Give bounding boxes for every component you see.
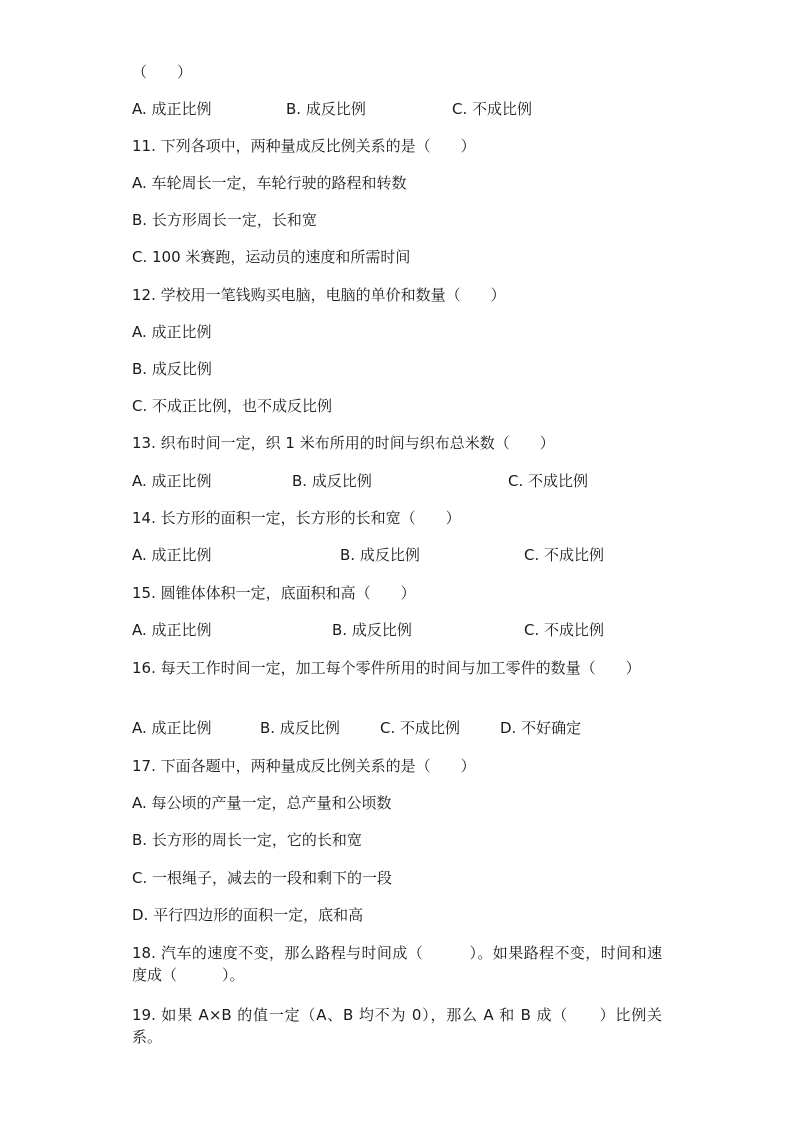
q14-stem: 14. 长方形的面积一定，长方形的长和宽（ ） [132, 509, 461, 527]
q14-option-b[interactable]: B. 成反比例 [340, 546, 420, 564]
q17-option-d[interactable]: D. 平行四边形的面积一定，底和高 [132, 906, 364, 924]
q17-stem: 17. 下面各题中，两种量成反比例关系的是（ ） [132, 757, 476, 775]
q12-option-c[interactable]: C. 不成正比例，也不成反比例 [132, 397, 333, 415]
q12-option-a[interactable]: A. 成正比例 [132, 323, 212, 341]
q15-option-a[interactable]: A. 成正比例 [132, 621, 212, 639]
q18-stem: 18. 汽车的速度不变，那么路程与时间成（ ）。如果路程不变，时间和速度成（ ）。 [132, 944, 662, 984]
q19-stem: 19. 如果 A×B 的值一定（A、B 均不为 0），那么 A 和 B 成（ ）比例关系。 [132, 1006, 662, 1046]
q12-option-b[interactable]: B. 成反比例 [132, 360, 212, 378]
q10-option-a[interactable]: A. 成正比例 [132, 100, 212, 118]
q11-option-a[interactable]: A. 车轮周长一定，车轮行驶的路程和转数 [132, 174, 407, 192]
q17-option-c[interactable]: C. 一根绳子，减去的一段和剩下的一段 [132, 869, 393, 887]
q17-option-b[interactable]: B. 长方形的周长一定，它的长和宽 [132, 831, 362, 849]
q13-stem: 13. 织布时间一定，织 1 米布所用的时间与织布总米数（ ） [132, 434, 555, 452]
q13-option-c[interactable]: C. 不成比例 [508, 472, 589, 490]
q17-option-a[interactable]: A. 每公顷的产量一定，总产量和公顷数 [132, 794, 392, 812]
q13-option-b[interactable]: B. 成反比例 [292, 472, 372, 490]
q13-option-a[interactable]: A. 成正比例 [132, 472, 212, 490]
q15-option-b[interactable]: B. 成反比例 [332, 621, 412, 639]
q11-option-b[interactable]: B. 长方形周长一定，长和宽 [132, 211, 317, 229]
q15-option-c[interactable]: C. 不成比例 [524, 621, 605, 639]
q16-option-a[interactable]: A. 成正比例 [132, 719, 212, 737]
q16-stem: 16. 每天工作时间一定，加工每个零件所用的时间与加工零件的数量（ ） [132, 659, 641, 677]
q16-option-b[interactable]: B. 成反比例 [260, 719, 340, 737]
q16-option-c[interactable]: C. 不成比例 [380, 719, 461, 737]
q10-blank: （ ） [132, 63, 193, 81]
q11-stem: 11. 下列各项中，两种量成反比例关系的是（ ） [132, 137, 476, 155]
q14-option-c[interactable]: C. 不成比例 [524, 546, 605, 564]
q16-option-d[interactable]: D. 不好确定 [500, 719, 582, 737]
q12-stem: 12. 学校用一笔钱购买电脑，电脑的单价和数量（ ） [132, 286, 506, 304]
q10-option-c[interactable]: C. 不成比例 [452, 100, 533, 118]
q11-option-c[interactable]: C. 100 米赛跑，运动员的速度和所需时间 [132, 248, 411, 266]
q15-stem: 15. 圆锥体体积一定，底面积和高（ ） [132, 584, 416, 602]
q10-option-b[interactable]: B. 成反比例 [286, 100, 366, 118]
q14-option-a[interactable]: A. 成正比例 [132, 546, 212, 564]
